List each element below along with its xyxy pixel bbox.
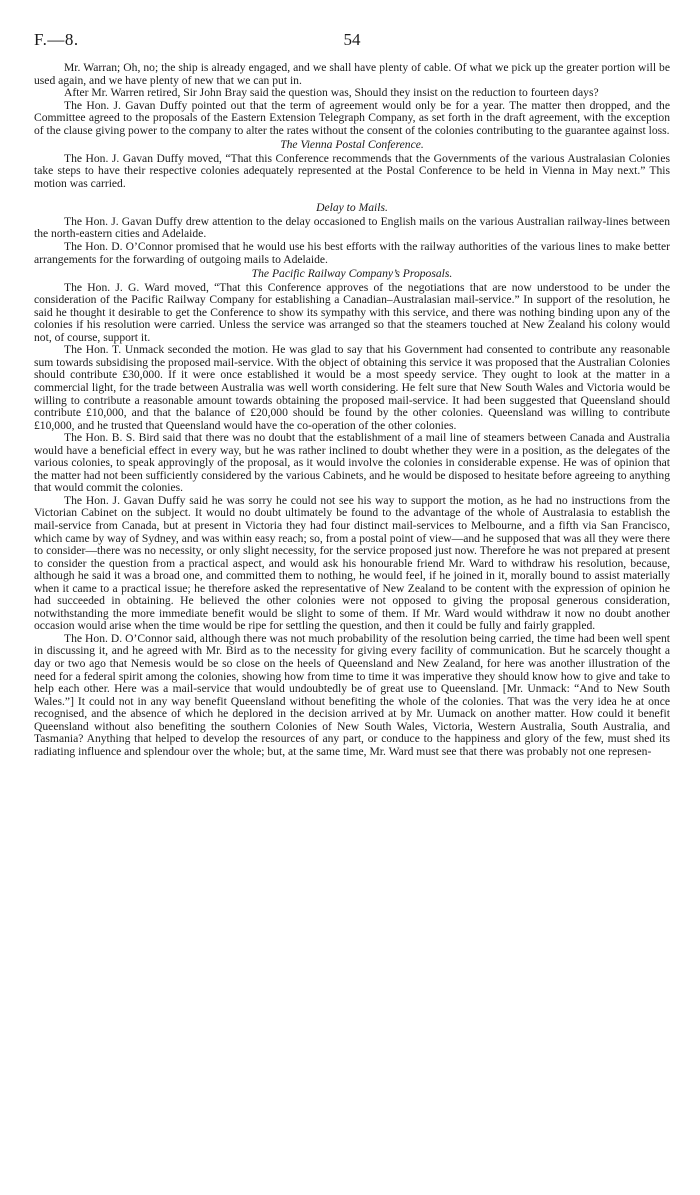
section-heading: The Pacific Railway Company’s Proposals.	[251, 267, 453, 281]
document-reference: F.—8.	[34, 30, 79, 49]
paragraph: The Hon. J. Gavan Duffy said he was sorry he could not see his way to support the motion, as he had no instructions from the Victorian Cabinet on the subject. It would no doubt ultimately be found to the advantage of the whole of Australasia to establish the mail-service from Canada, but at present in Victoria they had four distinct mail-services to Melbourne, and a fifth via San Francisco, which came by way of Sydney, and was within easy reach; so, from a postal point of view—and he supposed that was all they were there to consider—there was no necessity, or only slight necessity, for the service proposed just now. Therefore he was not prepared at present to consider the question from a practical aspect, and would ask his honourable friend Mr. Ward to withdraw his resolution, because, although he said it was a broad one, and committed them to nothing, he would feel, if he joined in it, morally bound to assist materially when it came to a practical issue; he therefore asked the representative of New Zealand to be content with the expression of opinion he had succeeded in obtaining. He believed the other colonies were not opposed to giving the proposal generous consideration, notwithstanding the more immediate benefit would be slight to some of them. If Mr. Ward would withdraw it now no doubt another occasion would arise when the time would be ripe for settling the question, and then it could be fully and fairly grappled.	[34, 493, 670, 633]
page-number: 54	[343, 30, 361, 49]
page-header	[34, 30, 670, 52]
paragraph: The Hon. D. O’Connor said, although there was not much probability of the resolution being carried, the time had been well spent in discussing it, and he agreed with Mr. Bird as to the necessity for giving every facility of communication. But he scarcely thought a day or two ago that Nemesis would be so close on the heels of Queensland and New Zealand, for here was another illustration of the need for a federal spirit among the colonies, showing how from time to time it was imperative they should know how to give and take to help each other. Here was a mail-service that would undoubtedly be of great use to Queensland. [Mr. Unmack: “And to New South Wales.”] It could not in any way benefit Queensland without benefiting the whole of the colonies. That was the very idea he at once recognised, and the absence of which he deplored in the decision arrived at by Mr. Uumack on another matter. How could it benefit Queensland without also benefiting the southern Colonies of New South Wales, Victoria, Western Australia, South Australia, and Tasmania? Anything that helped to develop the resources of any part, or conduce to the happiness and glory of the few, must shed its radiating influence and splendour over the whole; but, at the same time, Mr. Ward must see that there was probably not one represen-	[34, 631, 670, 758]
section-heading: Delay to Mails.	[316, 201, 388, 215]
paragraph: The Hon. D. O’Connor promised that he would use his best efforts with the railway authorities of the various lines to make better arrangements for the forwarding of outgoing mails to Adelaide.	[34, 240, 670, 266]
paragraph: The Hon. J. G. Ward moved, “That this Conference approves of the negotiations that are now understood to be under the consideration of the Pacific Railway Company for establishing a Canadian–Australasian mail-service.” In support of the resolution, he said he thought it desirable to get the Conference to show its sympathy with this service, and there was nothing binding upon any of the colonies if his resolution were carried. Unless the service was arranged so that the steamers touched at New Zealand his colony would not, of course, support it.	[34, 280, 670, 344]
document-body	[34, 62, 670, 758]
paragraph: The Hon. J. Gavan Duffy moved, “That this Conference recommends that the Governments of the various Australasian Colonies take steps to have their respective colonies adequately represented at the Postal Conference to be held in Vienna in May next.” This motion was carried.	[34, 151, 670, 190]
paragraph: The Hon. T. Unmack seconded the motion. He was glad to say that his Government had consented to contribute any reasonable sum towards subsidising the proposed mail-service. With the object of obtaining this service it was proposed that the Australian Colonies should contribute £30,000. If it were once established it would be a most speedy service. They ought to look at the matter in a commercial light, for the trade between Australia was well worth considering. He felt sure that New South Wales and Victoria would be willing to contribute a reasonable amount towards obtaining the proposed mail-service. It had been suggested that Queensland should contribute £10,000, and that the balance of £20,000 should be found by the other colonies. Queensland was willing to contribute £10,000, and he trusted that Queensland would have the co-operation of the other colonies.	[34, 343, 670, 432]
paragraph: After Mr. Warren retired, Sir John Bray said the question was, Should they insist on the reduction to fourteen days?	[64, 86, 599, 100]
paragraph: Mr. Warran; Oh, no; the ship is already engaged, and we shall have plenty of cable. Of what we pick up the greater portion will be used again, and we have plenty of new that we can put in.	[34, 61, 670, 87]
paragraph: The Hon. J. Gavan Duffy drew attention to the delay occasioned to English mails on the various Australian railway-lines between the north-eastern cities and Adelaide.	[34, 214, 670, 241]
section-heading: The Vienna Postal Conference.	[280, 138, 424, 152]
paragraph: The Hon. B. S. Bird said that there was no doubt that the establishment of a mail line of steamers between Canada and Australia would have a beneficial effect in every way, but he was rather inclined to doubt whether they were in a position, as the delegates of the various colonies, to speak approvingly of the proposal, as it would involve the colonies in considerable expense. He was of opinion that the matter had not been sufficiently considered by the various Cabinets, and he would be disposed to hesitate before agreeing to anything that would commit the colonies.	[34, 431, 670, 495]
paragraph: The Hon. J. Gavan Duffy pointed out that the term of agreement would only be for a year. The matter then dropped, and the Committee agreed to the proposals of the Eastern Extension Telegraph Company, as set forth in the draft agreement, with the exception of the clause giving power to the company to alter the rates without the consent of the colonies contributing to the guarantee against loss.	[34, 98, 670, 137]
